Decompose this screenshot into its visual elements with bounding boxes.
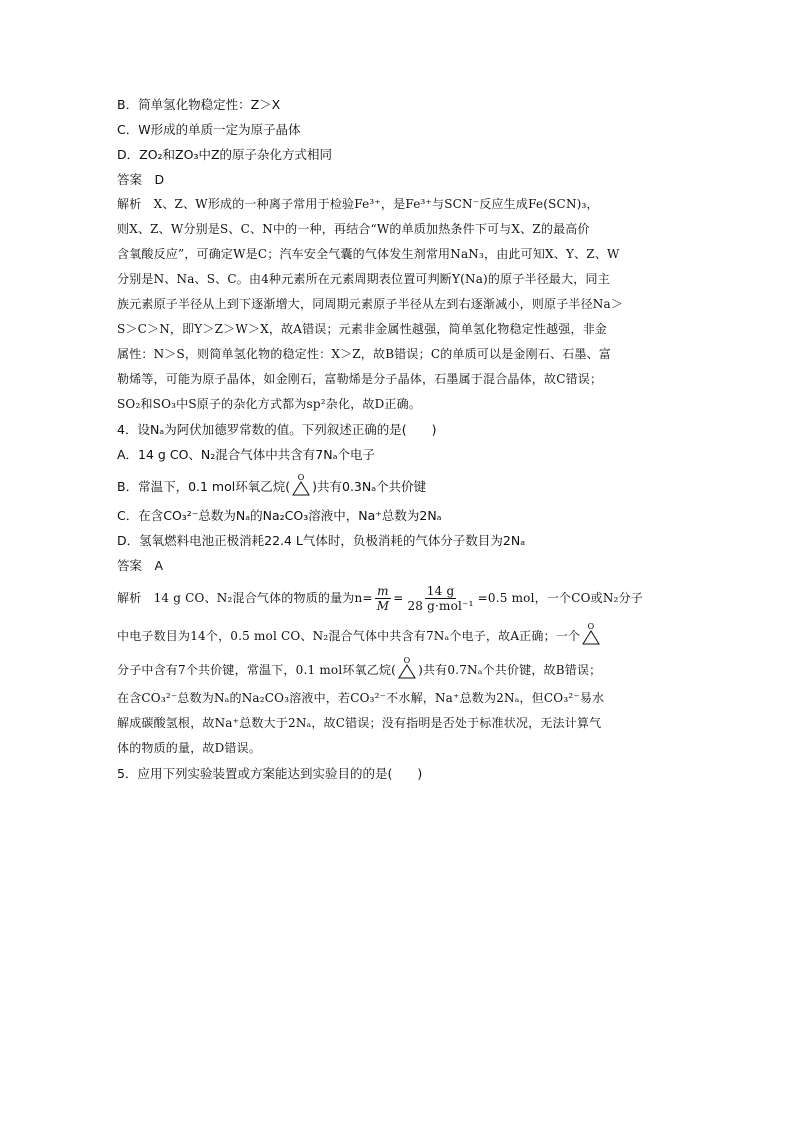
fraction-m-over-M <box>375 584 392 613</box>
epoxide-structure-icon <box>290 473 312 495</box>
q4-explanation-line <box>117 652 677 686</box>
q4-exp1-prefix: 解析 14 g CO、N₂混合气体的物质的量为n= <box>117 590 373 605</box>
q4-exp3-prefix: 分子中含有7个共价键，常温下，0.1 mol环氧乙烷( <box>117 663 397 677</box>
q3-option-d: D．ZO₂和ZO₃中Z的原子杂化方式相同 <box>117 147 333 162</box>
epoxide-structure-icon <box>580 622 602 644</box>
q3-explanation-line: 分别是N、Na、S、C。由4种元素所在元素周期表位置可判断Y(Na)的原子半径最大，同主 <box>117 272 610 286</box>
q4-exp1-suffix: =0.5 mol，一个CO或N₂分子 <box>477 590 643 605</box>
q4-option-b-suffix: )共有0.3Nₐ个共价键 <box>312 479 427 494</box>
q4-explanation-line: 在含CO₃²⁻总数为Nₐ的Na₂CO₃溶液中，若CO₃²⁻不水解，Na⁺总数为2Nₐ，但CO₃²⁻易水 <box>117 691 605 705</box>
q4-exp2-text: 中电子数目为14个，0.5 mol CO、N₂混合气体中共含有7Nₐ个电子，故A正确；一个 <box>117 629 581 643</box>
equals-sign: = <box>393 590 404 605</box>
q3-explanation-line: 解析 X、Z、W形成的一种离子常用于检验Fe³⁺，是Fe³⁺与SCN⁻反应生成Fe(SCN)₃， <box>117 197 599 211</box>
q3-explanation-line: 含氧酸反应”，可确定W是C；汽车安全气囊的气体发生剂常用NaN₃，由此可知X、Y、Z、W <box>117 247 620 261</box>
q3-answer: 答案 D <box>117 172 165 187</box>
q3-explanation-line: SO₂和SO₃中S原子的杂化方式都为sp²杂化，故D正确。 <box>117 397 422 411</box>
q5-stem: 5．应用下列实验装置或方案能达到实验目的的是( ) <box>117 766 423 781</box>
q4-option-d: D．氢氧燃料电池正极消耗22.4 L气体时，负极消耗的气体分子数目为2Nₐ <box>117 533 526 548</box>
q3-explanation-line: 属性：N＞S，则简单氢化物的稳定性：X＞Z，故B错误；C的单质可以是金刚石、石墨、富 <box>117 347 612 361</box>
q4-option-a: A．14 g CO、N₂混合气体中共含有7Nₐ个电子 <box>117 447 375 462</box>
q4-option-c: C．在含CO₃²⁻总数为Nₐ的Na₂CO₃溶液中，Na⁺总数为2Nₐ <box>117 508 442 523</box>
q4-exp3-suffix: )共有0.7Nₐ个共价键，故B错误； <box>418 663 602 677</box>
q4-explanation-line: 解成碳酸氢根，故Na⁺总数大于2Nₐ，故C错误；没有指明是否处于标准状况，无法计算气 <box>117 716 602 730</box>
q3-option-c: C．W形成的单质一定为原子晶体 <box>117 122 301 137</box>
q4-option-b-prefix: B．常温下，0.1 mol环氧乙烷( <box>117 479 291 494</box>
fraction-denominator: M <box>376 598 390 613</box>
mol-o-label: O <box>297 473 305 482</box>
fraction-mass-over-molar-mass <box>405 584 475 613</box>
epoxide-structure-icon <box>396 656 418 678</box>
fraction-denominator: 28 g·mol⁻¹ <box>407 598 474 613</box>
q4-stem: 4．设Nₐ为阿伏加德罗常数的值。下列叙述正确的是( ) <box>117 422 437 437</box>
fraction-numerator: m <box>377 583 389 598</box>
q4-answer: 答案 A <box>117 558 164 573</box>
q4-explanation-line <box>117 578 677 618</box>
q3-explanation-line: 则X、Z、W分别是S、C、N中的一种，再结合“W的单质加热条件下可与X、Z的最高价 <box>117 222 590 236</box>
fraction-numerator: 14 g <box>426 583 455 598</box>
q3-explanation-line: 族元素原子半径从上到下逐渐增大，同周期元素原子半径从左到右逐渐减小，则原子半径Na＞ <box>117 297 624 311</box>
document-page <box>117 92 677 786</box>
q4-explanation-line: 体的物质的量，故D错误。 <box>117 741 262 755</box>
q4-option-b <box>117 467 677 503</box>
q3-explanation-line: S＞C＞N，即Y＞Z＞W＞X，故A错误；元素非金属性越强，简单氢化物稳定性越强，非金 <box>117 322 608 336</box>
q4-explanation-line <box>117 618 677 652</box>
mol-o-label: O <box>587 622 595 631</box>
q3-option-b: B．简单氢化物稳定性：Z＞X <box>117 97 281 112</box>
mol-o-label: O <box>403 656 411 665</box>
q3-explanation-line: 勒烯等，可能为原子晶体，如金刚石，富勒烯是分子晶体，石墨属于混合晶体，故C错误； <box>117 372 603 386</box>
